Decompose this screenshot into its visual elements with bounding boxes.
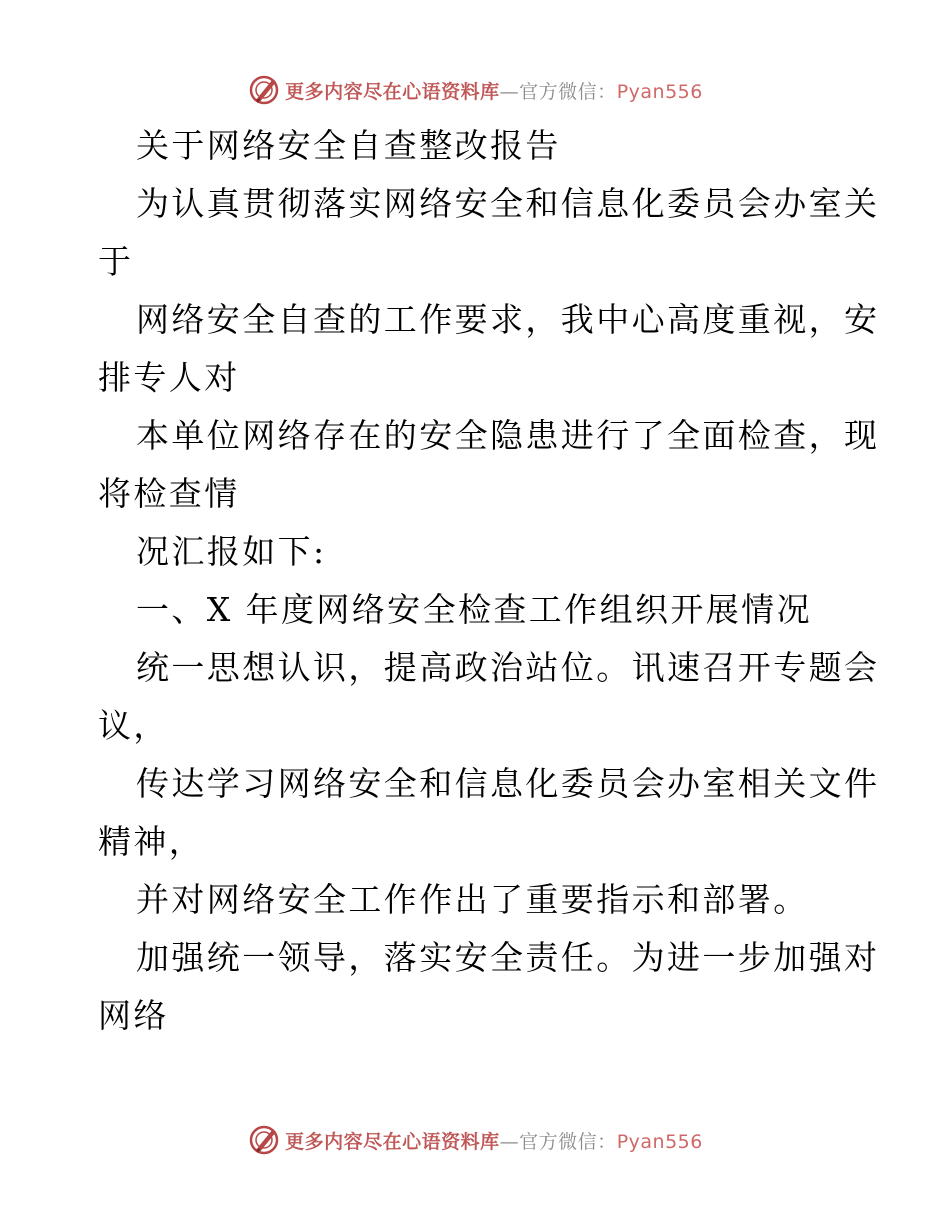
watermark-wechat-id: Pyan556 (616, 1130, 703, 1153)
text-line: 并对网络安全工作作出了重要指示和部署。 (136, 880, 809, 919)
text-line: 加强统一领导，落实安全责任。为进一步加强对 (136, 938, 880, 977)
text-line: 于 (98, 242, 134, 281)
text-line: 精神， (98, 822, 205, 861)
text-line: 排专人对 (98, 358, 240, 397)
text-line: 网络 (98, 996, 169, 1035)
text-line: 为认真贯彻落实网络安全和信息化委员会办室关 (136, 184, 880, 223)
watermark-wechat-label: 官方微信： (519, 1130, 617, 1153)
watermark-separator: — (499, 80, 520, 103)
watermark-brand: 更多内容尽在心语资料库 (285, 1130, 500, 1153)
text-line: 统一思想认识，提高政治站位。讯速召开专题会 (136, 648, 880, 687)
text-line: 传达学习网络安全和信息化委员会办室相关文件 (136, 764, 880, 803)
watermark-separator: — (499, 1130, 520, 1153)
text-line: 网络安全自查的工作要求，我中心高度重视，安 (136, 300, 880, 339)
footer-watermark (0, 1120, 950, 1160)
text-line: 议， (98, 706, 169, 745)
text-line: 况汇报如下: (136, 532, 327, 571)
document-body (98, 117, 880, 1045)
text-line: 一、X 年度网络安全检查工作组织开展情况 (136, 590, 812, 629)
quill-logo-icon (247, 73, 281, 107)
watermark-wechat-label: 官方微信： (519, 80, 617, 103)
text-line: 本单位网络存在的安全隐患进行了全面检查，现 (136, 416, 880, 455)
text-line: 将检查情 (98, 474, 240, 513)
header-watermark (0, 70, 950, 110)
watermark-brand: 更多内容尽在心语资料库 (285, 80, 500, 103)
watermark-wechat-id: Pyan556 (616, 80, 703, 103)
document-title: 关于网络安全自查整改报告 (136, 126, 561, 165)
quill-logo-icon (247, 1123, 281, 1157)
